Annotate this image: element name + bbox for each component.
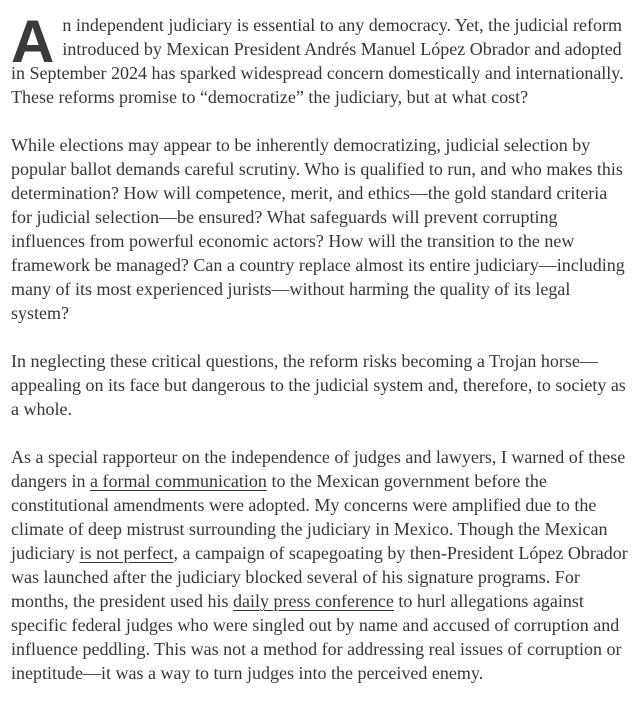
text-run: While elections may appear to be inherently democratizing, judicial selection by popular ballot demands careful scrutiny. Who is qualified to run, and who makes this determination? How will competence, merit, and ethics—the gold standard criteria for judicial selection—be ensured? What safeguards will prevent corrupting influences from powerful economic actors? How will the transition to the new framework be managed? Can a country replace almost its entire judiciary—including many of its most experienced jurists—without harming the quality of its legal system? (11, 135, 625, 323)
paragraph (11, 445, 628, 685)
inline-link[interactable]: daily press conference (232, 591, 394, 611)
text-run: , a campaign of scapegoating by then-President López Obrador was launched after the judiciary blocked several of his signature programs. For months, the president used his (11, 543, 628, 611)
paragraph (11, 349, 628, 421)
text-run: to hurl allegations against specific federal judges who were singled out by name and accused of corruption and influence peddling. This was not a method for addressing real issues of corruption or ineptitude—it was a way to turn judges into the perceived enemy. (11, 591, 622, 683)
text-run: n independent judiciary is essential to any democracy. Yet, the judicial reform introduced by Mexican President Andrés Manuel López Obrador and adopted in September 2024 has sparked widespread concern domestically and internationally. These reforms promise to “democratize” the judiciary, but at what cost? (11, 15, 624, 107)
inline-link[interactable]: is not perfect (79, 543, 174, 563)
text-run: In neglecting these critical questions, the reform risks becoming a Trojan horse—appealing on its face but dangerous to the judicial system and, therefore, to society as a whole. (11, 351, 626, 419)
inline-link[interactable]: a formal communication (89, 471, 267, 491)
paragraph (11, 8, 628, 109)
text-run: As a special rapporteur on the independence of judges and lawyers, I warned of these dangers in (11, 447, 626, 491)
paragraph (11, 133, 628, 325)
drop-cap: A (11, 8, 55, 75)
text-run: to the Mexican government before the constitutional amendments were adopted. My concerns were amplified due to the climate of deep mistrust surrounding the judiciary in Mexico. Though the Mexican judiciary (11, 471, 608, 563)
